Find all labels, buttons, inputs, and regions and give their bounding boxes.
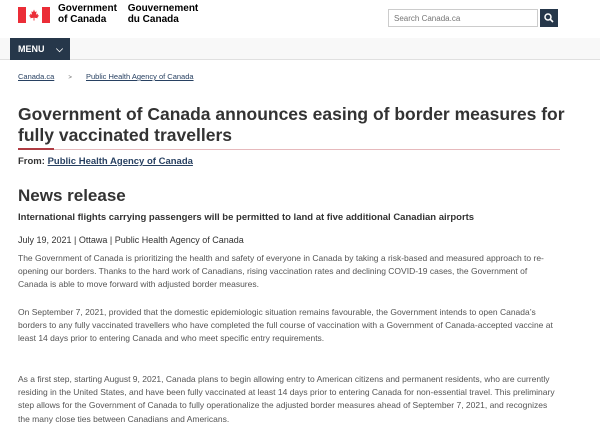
paragraph-2: On September 7, 2021, provided that the domestic epidemiologic situation remains favourable, the Government intends to open Canada’s borders to any fully vaccinated travellers who have completed the full course of vaccination with a Government of Canada-accepted vaccine at least 14 days prior to entering Canada and who meet specific entry requirements. bbox=[18, 307, 553, 344]
government-wordmark[interactable] bbox=[58, 3, 206, 25]
dateline: July 19, 2021 | Ottawa | Public Health Agency of Canada bbox=[18, 235, 244, 245]
search-button[interactable] bbox=[540, 9, 558, 27]
paragraph-1: The Government of Canada is prioritizing the health and safety of everyone in Canada by taking a risk-based and measured approach to re-opening our borders. Thanks to the hard work of Canadians, rising vaccination rates and declining COVID-19 cases, the Government of Canada is able to move forward with adjusted border measures. bbox=[18, 253, 544, 290]
wordmark-en-line2: of Canada bbox=[58, 14, 107, 25]
canada-flag-icon[interactable] bbox=[18, 7, 50, 23]
from-line bbox=[18, 156, 193, 167]
title-underline-accent bbox=[18, 148, 54, 150]
search-icon bbox=[544, 13, 554, 23]
page-title: Government of Canada announces easing of border measures for fully vaccinated travellers bbox=[18, 104, 565, 145]
breadcrumb-separator-icon: > bbox=[68, 75, 72, 81]
wordmark-fr-line2: du Canada bbox=[127, 14, 179, 25]
paragraph-3: As a first step, starting August 9, 2021, Canada plans to begin allowing entry to American citizens and permanent residents, who are currently residing in the United States, and have been fully vaccinated at least 14 days prior to entering Canada for non-essential travel. This preliminary step allows for the Government of Canada to fully operationalize the adjusted border measures ahead of September 7, 2021, and recognizes the many close ties between Canadians and Americans. bbox=[18, 374, 555, 424]
wordmark-en-line1: Government bbox=[58, 3, 117, 14]
wordmark-fr-line1: Gouvernement bbox=[127, 3, 199, 14]
wordmark-english bbox=[58, 3, 117, 25]
site-header bbox=[0, 0, 600, 34]
subheading: International flights carrying passengers will be permitted to land at five additional Canadian airports bbox=[18, 212, 475, 223]
menu-bar bbox=[0, 38, 600, 60]
title-underline bbox=[54, 149, 560, 150]
chevron-down-icon: ⌵ bbox=[56, 44, 63, 54]
breadcrumb-link-canada[interactable]: Canada.ca bbox=[18, 72, 55, 81]
breadcrumb bbox=[18, 72, 194, 81]
from-link[interactable]: Public Health Agency of Canada bbox=[47, 156, 193, 167]
breadcrumb-link-phac[interactable]: Public Health Agency of Canada bbox=[85, 72, 194, 81]
from-label: From: bbox=[18, 156, 45, 167]
search-input[interactable] bbox=[388, 9, 538, 27]
menu-button[interactable] bbox=[10, 38, 70, 60]
menu-label: MENU bbox=[18, 44, 45, 54]
wordmark-french bbox=[128, 3, 199, 25]
section-heading: News release bbox=[18, 186, 126, 205]
